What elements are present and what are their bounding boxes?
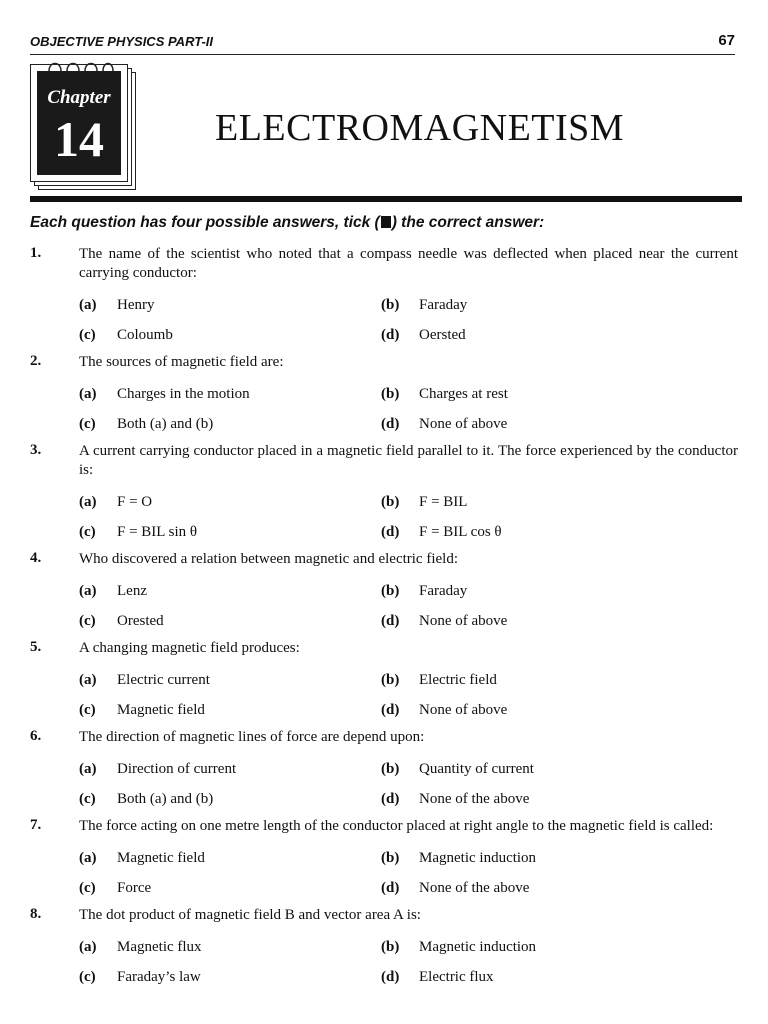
- page-number: 67: [718, 32, 735, 49]
- answer-option[interactable]: [381, 967, 683, 987]
- question-text: The direction of magnetic lines of force are depend upon:: [79, 729, 425, 745]
- answer-option[interactable]: [381, 937, 683, 957]
- question-number: 1.: [30, 245, 42, 261]
- question-number: 6.: [30, 728, 42, 744]
- question-item: [30, 906, 738, 987]
- answer-option[interactable]: [79, 789, 381, 809]
- option-text: None of the above: [419, 880, 530, 896]
- question-number: 5.: [30, 639, 42, 655]
- answer-option[interactable]: [381, 700, 683, 720]
- instruction: [30, 214, 544, 232]
- question-number: 8.: [30, 906, 42, 922]
- answer-option[interactable]: [381, 295, 683, 315]
- option-text: F = BIL sin θ: [117, 524, 198, 540]
- answer-options: [79, 937, 738, 987]
- option-label: (c): [79, 880, 96, 896]
- option-text: Lenz: [117, 583, 147, 599]
- chapter-label: Chapter: [47, 87, 111, 108]
- option-text: Magnetic induction: [419, 939, 537, 955]
- answer-option[interactable]: [79, 522, 381, 542]
- answer-option[interactable]: [79, 384, 381, 404]
- option-text: Charges in the motion: [117, 386, 250, 402]
- option-label: (a): [79, 494, 97, 510]
- option-label: (d): [381, 880, 400, 896]
- question-list: [30, 245, 738, 995]
- answer-option[interactable]: [79, 492, 381, 512]
- answer-option[interactable]: [381, 759, 683, 779]
- option-text: Faraday: [419, 583, 468, 599]
- answer-option[interactable]: [79, 414, 381, 434]
- answer-option[interactable]: [381, 384, 683, 404]
- option-label: (d): [381, 791, 400, 807]
- option-text: Electric flux: [419, 969, 494, 985]
- option-text: Both (a) and (b): [117, 791, 214, 807]
- option-text: Magnetic field: [117, 850, 205, 866]
- book-title: OBJECTIVE PHYSICS PART-II: [30, 34, 214, 49]
- option-label: (b): [381, 494, 400, 510]
- option-label: (a): [79, 583, 97, 599]
- question-item: [30, 353, 738, 434]
- option-text: Direction of current: [117, 761, 237, 777]
- question-number: 3.: [30, 442, 42, 458]
- answer-options: [79, 581, 738, 631]
- option-text: None of above: [419, 416, 508, 432]
- option-label: (c): [79, 791, 96, 807]
- option-label: (a): [79, 850, 97, 866]
- option-label: (a): [79, 386, 97, 402]
- option-label: (d): [381, 613, 400, 629]
- badge-front-page: [30, 64, 128, 182]
- option-text: Force: [117, 880, 152, 896]
- answer-option[interactable]: [381, 522, 683, 542]
- answer-option[interactable]: [79, 611, 381, 631]
- instruction-text-after: ) the correct answer:: [391, 214, 545, 231]
- answer-option[interactable]: [381, 848, 683, 868]
- answer-option[interactable]: [79, 759, 381, 779]
- option-label: (a): [79, 672, 97, 688]
- question-number: 2.: [30, 353, 42, 369]
- question-item: [30, 442, 738, 542]
- option-label: (d): [381, 702, 400, 718]
- option-label: (c): [79, 613, 96, 629]
- question-item: [30, 817, 738, 898]
- chapter-number: 14: [54, 111, 104, 167]
- question-text: The force acting on one metre length of the conductor placed at right angle to the magnetic field is called:: [79, 818, 714, 834]
- answer-options: [79, 295, 738, 345]
- answer-options: [79, 670, 738, 720]
- question-text: A changing magnetic field produces:: [79, 640, 300, 656]
- answer-options: [79, 848, 738, 898]
- answer-option[interactable]: [381, 492, 683, 512]
- option-text: Faraday: [419, 297, 468, 313]
- option-text: Quantity of current: [419, 761, 534, 777]
- answer-option[interactable]: [381, 611, 683, 631]
- option-text: Magnetic flux: [117, 939, 202, 955]
- divider: [30, 196, 742, 202]
- option-text: Faraday’s law: [117, 969, 201, 985]
- question-item: [30, 245, 738, 345]
- answer-option[interactable]: [79, 295, 381, 315]
- question-text: A current carrying conductor placed in a magnetic field parallel to it. The force experienced by the conductor is:: [79, 443, 738, 478]
- question-item: [30, 639, 738, 720]
- option-label: (d): [381, 416, 400, 432]
- answer-option[interactable]: [381, 581, 683, 601]
- instruction-text-before: Each question has four possible answers, tick (: [30, 214, 380, 231]
- option-label: (b): [381, 386, 400, 402]
- option-text: Magnetic induction: [419, 850, 537, 866]
- question-number: 7.: [30, 817, 42, 833]
- option-text: Henry: [117, 297, 155, 313]
- question-item: [30, 728, 738, 809]
- chapter-title: ELECTROMAGNETISM: [215, 107, 625, 149]
- option-text: None of the above: [419, 791, 530, 807]
- answer-option[interactable]: [79, 700, 381, 720]
- option-label: (d): [381, 524, 400, 540]
- option-text: F = BIL cos θ: [419, 524, 502, 540]
- option-label: (b): [381, 583, 400, 599]
- option-label: (d): [381, 327, 400, 343]
- option-text: None of above: [419, 702, 508, 718]
- chapter-badge: [30, 62, 138, 192]
- answer-option[interactable]: [79, 937, 381, 957]
- option-label: (c): [79, 524, 96, 540]
- answer-option[interactable]: [381, 789, 683, 809]
- option-label: (b): [381, 761, 400, 777]
- option-text: Electric field: [419, 672, 497, 688]
- tick-icon: [381, 216, 391, 228]
- option-text: F = O: [117, 494, 153, 510]
- option-label: (c): [79, 702, 96, 718]
- answer-option[interactable]: [381, 414, 683, 434]
- answer-option[interactable]: [79, 325, 381, 345]
- option-label: (b): [381, 297, 400, 313]
- running-header: [30, 32, 735, 55]
- question-text: The name of the scientist who noted that a compass needle was deflected when placed near the current carrying conductor:: [79, 246, 738, 281]
- badge-panel: [37, 71, 121, 175]
- answer-options: [79, 759, 738, 809]
- option-label: (c): [79, 969, 96, 985]
- option-label: (d): [381, 969, 400, 985]
- option-label: (a): [79, 297, 97, 313]
- option-label: (b): [381, 939, 400, 955]
- answer-option[interactable]: [79, 878, 381, 898]
- answer-option[interactable]: [79, 848, 381, 868]
- question-text: The dot product of magnetic field B and vector area A is:: [79, 907, 421, 923]
- option-text: Coloumb: [117, 327, 173, 343]
- option-label: (b): [381, 672, 400, 688]
- answer-option[interactable]: [79, 967, 381, 987]
- question-number: 4.: [30, 550, 42, 566]
- option-text: Orested: [117, 613, 164, 629]
- option-label: (c): [79, 416, 96, 432]
- answer-options: [79, 384, 738, 434]
- answer-option[interactable]: [381, 325, 683, 345]
- answer-options: [79, 492, 738, 542]
- answer-option[interactable]: [79, 670, 381, 690]
- question-text: The sources of magnetic field are:: [79, 354, 284, 370]
- question-text: Who discovered a relation between magnetic and electric field:: [79, 551, 458, 567]
- option-label: (b): [381, 850, 400, 866]
- answer-option[interactable]: [381, 878, 683, 898]
- option-text: Electric current: [117, 672, 210, 688]
- option-label: (a): [79, 761, 97, 777]
- option-label: (c): [79, 327, 96, 343]
- option-text: F = BIL: [419, 494, 468, 510]
- question-item: [30, 550, 738, 631]
- option-text: Charges at rest: [419, 386, 508, 402]
- option-text: Oersted: [419, 327, 466, 343]
- answer-option[interactable]: [381, 670, 683, 690]
- option-label: (a): [79, 939, 97, 955]
- answer-option[interactable]: [79, 581, 381, 601]
- option-text: Magnetic field: [117, 702, 205, 718]
- option-text: Both (a) and (b): [117, 416, 214, 432]
- option-text: None of above: [419, 613, 508, 629]
